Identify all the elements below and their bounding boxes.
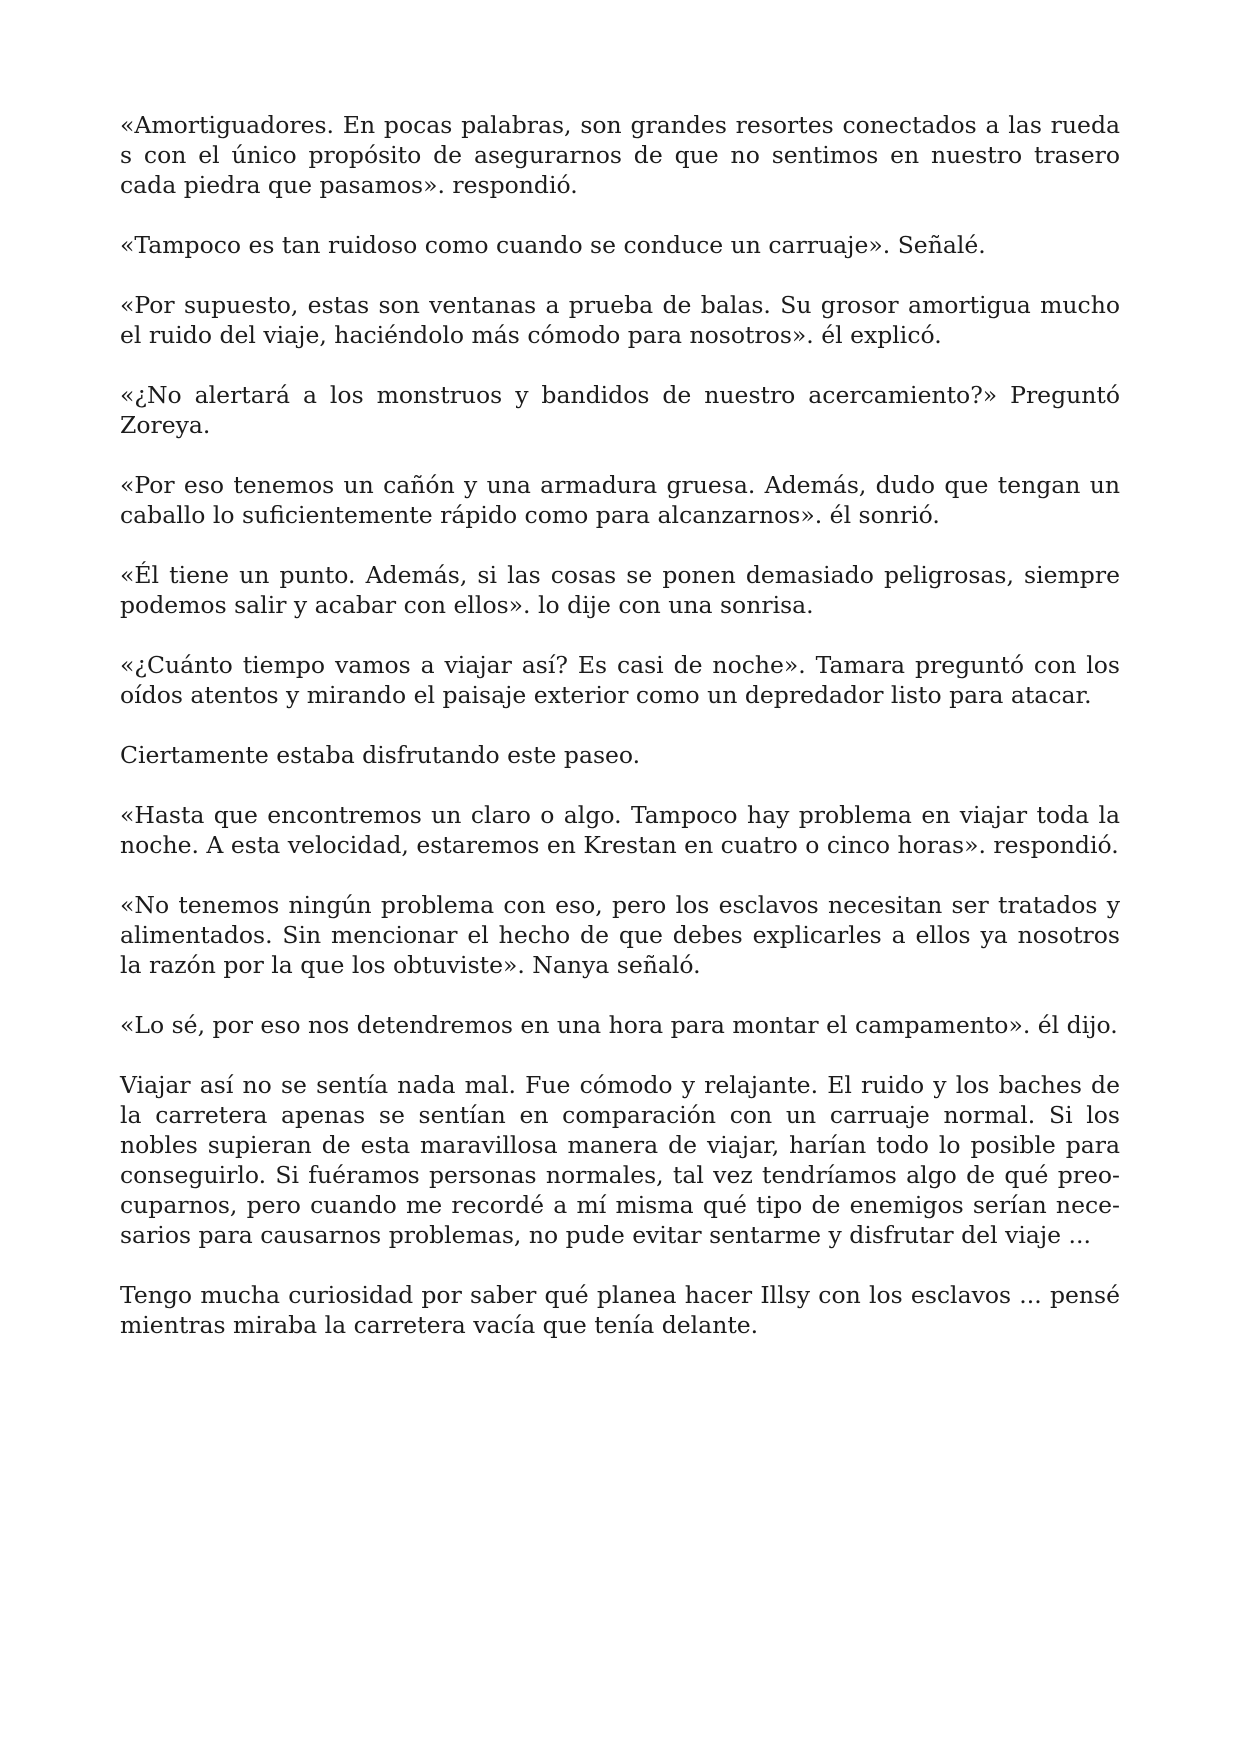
paragraph-8: Ciertamente estaba disfrutando este paseo. (120, 741, 641, 769)
paragraph-3: «Por supuesto, estas son ventanas a prueba de balas. Su grosor amortigua mucho el ruido del viaje, haciéndolo más cómodo para nosotros». él explicó. (120, 291, 1120, 349)
paragraph-6: «Él tiene un punto. Además, si las cosas se ponen demasiado peligrosas, siempre podemos salir y acabar con ellos». lo dije con una sonrisa. (120, 561, 1120, 619)
paragraph-13: Tengo mucha curiosidad por saber qué planea hacer Illsy con los esclavos ... pensé mientras miraba la carretera vacía que tenía delante. (120, 1281, 1120, 1339)
document-page (120, 110, 1120, 1340)
paragraph-10: «No tenemos ningún problema con eso, pero los esclavos necesitan ser tratados y alimentados. Sin mencionar el hecho de que debes explicarles a ellos ya nosotros la razón por la que los obtuviste». Nanya señaló. (120, 891, 1120, 979)
paragraph-4: «¿No alertará a los monstruos y bandidos de nuestro acercamiento?» Preguntó Zoreya. (120, 381, 1120, 439)
paragraph-1: «Amortiguadores. En pocas palabras, son grandes resortes conectados a las rueda s con el único propósito de asegurarnos de que no sentimos en nuestro trasero cada piedra que pasamos». respondió. (120, 111, 1120, 199)
paragraph-9: «Hasta que encontremos un claro o algo. Tampoco hay problema en viajar toda la noche. A esta velocidad, estaremos en Krestan en cuatro o cinco horas». respondió. (120, 801, 1120, 859)
paragraph-7: «¿Cuánto tiempo vamos a viajar así? Es casi de noche». Tamara preguntó con los oídos atentos y mirando el paisaje exterior como un depredador listo para atacar. (120, 651, 1120, 709)
paragraph-11: «Lo sé, por eso nos detendremos en una hora para montar el campamento». él dijo. (120, 1011, 1118, 1039)
paragraph-2: «Tampoco es tan ruidoso como cuando se conduce un carruaje». Señalé. (120, 231, 986, 259)
paragraph-12: Viajar así no se sentía nada mal. Fue cómodo y relajante. El ruido y los baches de la carretera apenas se sentían en comparación con un carruaje normal. Si los nobles supieran de esta maravillosa manera de viajar, harían todo lo posible para conseguirlo. Si fuéramos personas normales, tal vez tendríamos algo de qué preocuparnos, pero cuando me recordé a mí misma qué tipo de enemigos serían necesarios para causarnos problemas, no pude evitar sentarme y disfrutar del viaje ... (120, 1071, 1120, 1249)
paragraph-5: «Por eso tenemos un cañón y una armadura gruesa. Además, dudo que tengan un caballo lo suficientemente rápido como para alcanzarnos». él sonrió. (120, 471, 1120, 529)
